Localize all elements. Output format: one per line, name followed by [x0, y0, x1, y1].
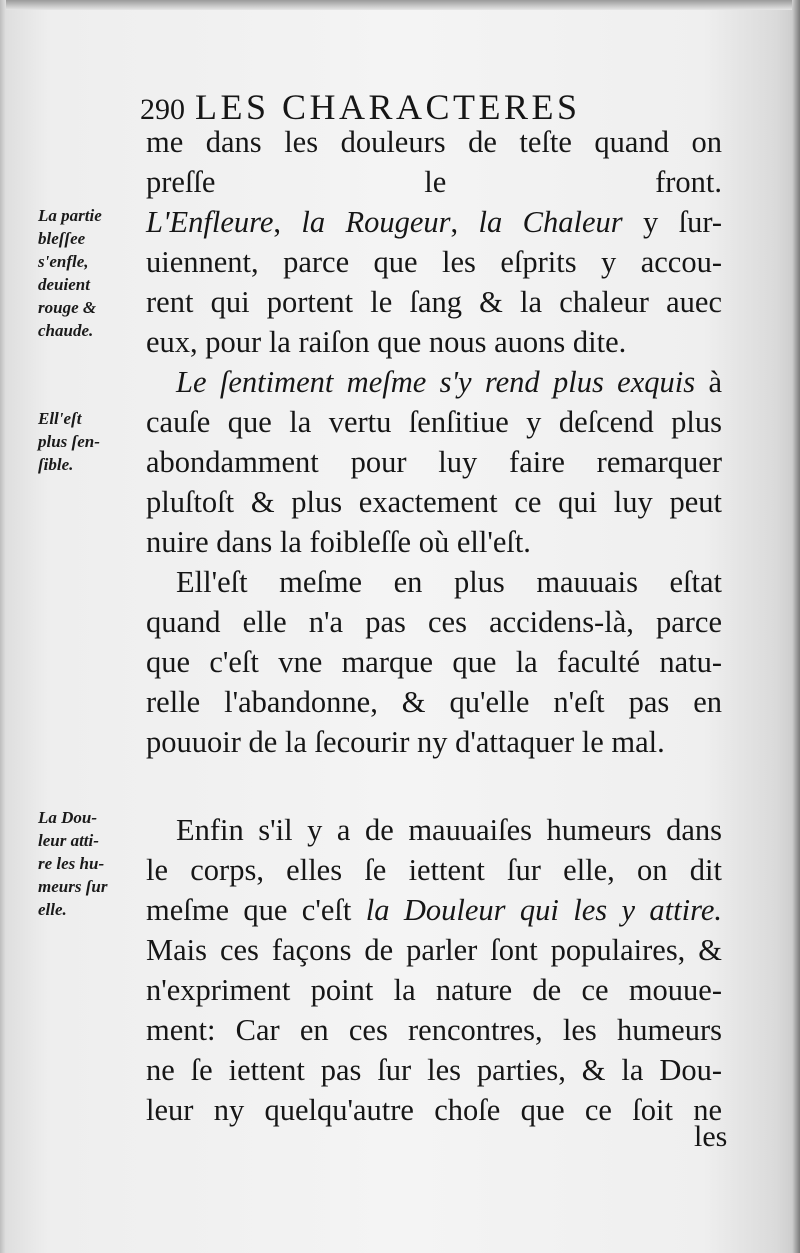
- text-line: [146, 890, 722, 930]
- page-top-edge: [0, 0, 800, 10]
- text-segment: y ſur-: [622, 205, 723, 239]
- running-head-title: LES CHARACTERES: [195, 87, 581, 127]
- text-line: [146, 682, 722, 722]
- marginal-note-line: elle.: [38, 900, 67, 919]
- italic-text: Le ſentiment meſme s'y rend plus exquis: [176, 365, 696, 399]
- text-segment: Mais ces façons de parler ſont populaires, &: [146, 933, 722, 967]
- marginal-note-line: plus ſen-: [38, 432, 100, 451]
- marginal-note-line: La Dou-: [38, 808, 98, 827]
- text-segment: à: [695, 365, 722, 399]
- paragraph: [146, 362, 722, 562]
- text-segment: ,: [273, 205, 302, 239]
- page-number: 290: [140, 93, 185, 126]
- text-line: [146, 242, 722, 282]
- italic-text: la Rougeur: [301, 205, 451, 239]
- text-segment: le corps, elles ſe iettent ſur elle, on dit: [146, 853, 722, 887]
- text-segment: abondamment pour luy faire remarquer: [146, 445, 722, 479]
- marginal-note-line: leur atti-: [38, 831, 99, 850]
- text-segment: ne ſe iettent pas ſur les parties, & la Dou-: [146, 1053, 722, 1087]
- text-line: [146, 522, 722, 562]
- marginal-note-line: meurs ſur: [38, 877, 108, 896]
- marginal-note-line: Ell'eſt: [38, 409, 82, 428]
- text-segment: relle l'abandonne, & qu'elle n'eſt pas en: [146, 685, 722, 719]
- text-segment: cauſe que la vertu ſenſitiue y deſcend plus: [146, 405, 722, 439]
- text-line: [146, 402, 722, 442]
- page-left-edge: [0, 0, 6, 1253]
- text-line: [146, 1010, 722, 1050]
- text-line: [146, 722, 722, 762]
- paragraph-gap: [146, 762, 722, 810]
- italic-text: L'Enfleure: [146, 205, 274, 239]
- paragraph: [146, 810, 722, 1130]
- text-segment: ,: [450, 205, 479, 239]
- text-line: [146, 1050, 722, 1090]
- text-segment: que c'eſt vne marque que la faculté natu-: [146, 645, 722, 679]
- text-line: [146, 122, 722, 162]
- text-line: [146, 322, 722, 362]
- paragraph: [146, 122, 722, 362]
- text-segment: n'expriment point la nature de ce mouue-: [146, 973, 722, 1007]
- text-line: [146, 442, 722, 482]
- marginal-note: [38, 204, 140, 342]
- paragraph: [146, 562, 722, 762]
- marginal-note-line: ſible.: [38, 455, 74, 474]
- text-segment: ment: Car en ces rencontres, les humeurs: [146, 1013, 722, 1047]
- marginal-note: [38, 806, 140, 921]
- text-line: [146, 642, 722, 682]
- italic-text: la Chaleur: [478, 205, 623, 239]
- text-line: [146, 162, 722, 202]
- text-segment: nuire dans la foibleſſe où ell'eſt.: [146, 525, 531, 559]
- marginal-note-line: deuient: [38, 275, 90, 294]
- page-right-edge: [792, 0, 800, 1253]
- text-segment: rent qui portent le ſang & la chaleur auec: [146, 285, 722, 319]
- marginal-note-line: re les hu-: [38, 854, 105, 873]
- text-segment: eux, pour la raiſon que nous auons dite.: [146, 325, 627, 359]
- text-line: [146, 282, 722, 322]
- marginal-note: [38, 407, 140, 476]
- text-line: [146, 810, 722, 850]
- text-segment: meſme que c'eſt: [146, 893, 366, 927]
- catchword: les: [694, 1120, 728, 1153]
- text-line: [146, 562, 722, 602]
- text-segment: pluſtoſt & plus exactement ce qui luy peut: [146, 485, 722, 519]
- marginal-note-line: chaude.: [38, 321, 94, 340]
- text-line: [146, 930, 722, 970]
- body-text: [146, 122, 722, 1130]
- text-line: [146, 202, 722, 242]
- text-segment: me dans les douleurs de teſte quand on: [146, 125, 722, 159]
- text-segment: uiennent, parce que les eſprits y accou-: [146, 245, 722, 279]
- text-segment: Enfin s'il y a de mauuaiſes humeurs dans: [176, 813, 722, 847]
- text-line: [146, 362, 722, 402]
- text-line: [146, 1090, 722, 1130]
- text-line: [146, 602, 722, 642]
- text-segment: quand elle n'a pas ces accidens-là, parce: [146, 605, 722, 639]
- text-segment: pouuoir de la ſecourir ny d'attaquer le mal.: [146, 725, 665, 759]
- text-line: [146, 850, 722, 890]
- marginal-note-line: La partie: [38, 206, 102, 225]
- text-segment: leur ny quelqu'autre choſe que ce ſoit ne: [146, 1093, 722, 1127]
- text-segment: Ell'eſt meſme en plus mauuais eſtat: [176, 565, 722, 599]
- text-segment: preſſe le front.: [146, 165, 722, 199]
- marginal-note-line: rouge &: [38, 298, 97, 317]
- italic-text: la Douleur qui les y attire.: [365, 893, 722, 927]
- text-line: [146, 970, 722, 1010]
- text-line: [146, 482, 722, 522]
- marginal-note-line: bleſſee: [38, 229, 86, 248]
- marginal-note-line: s'enfle,: [38, 252, 89, 271]
